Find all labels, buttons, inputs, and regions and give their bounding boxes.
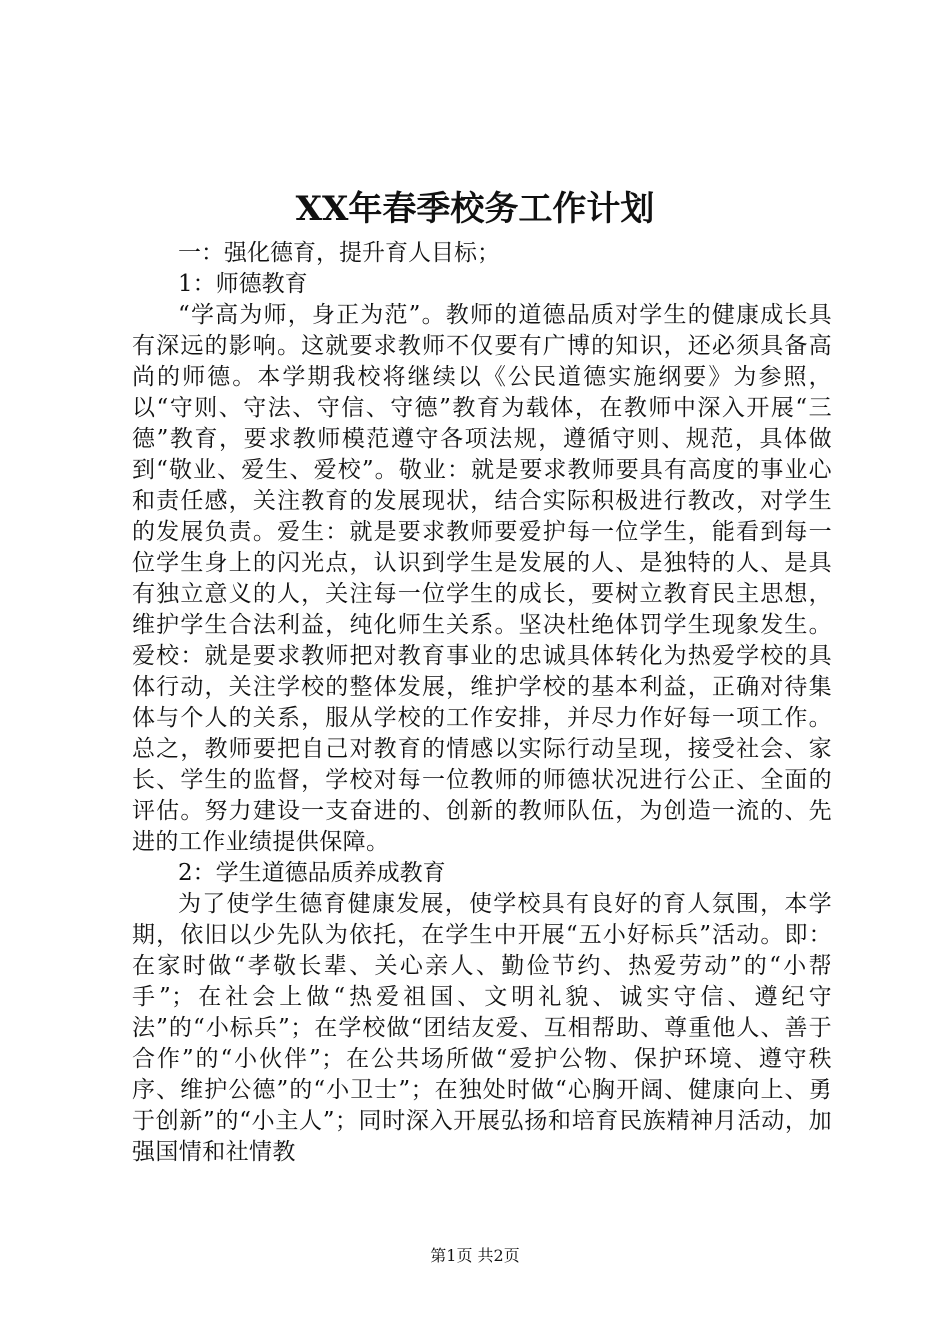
section-heading: 一：强化德育，提升育人目标； bbox=[178, 240, 500, 266]
paragraph-student-morality: 为了使学生德育健康发展，使学校具有良好的育人氛围，本学期，依旧以少先队为依托，在学生中开展“五小好标兵”活动。即：在家时做“孝敬长辈、关心亲人、勤俭节约、热爱劳动”的“小帮手”；在社会上做“热爱祖国、文明礼貌、诚实守信、遵纪守法”的“小标兵”；在学校做“团结友爱、互相帮助、尊重他人、善于合作”的“小伙伴”；在公共场所做“爱护公物、保护环境、遵守秩序、维护公德”的“小卫士”；在独处时做“心胸开阔、健康向上、勇于创新”的“小主人”；同时深入开展弘扬和培育民族精神月活动，加强国情和社情教 bbox=[132, 891, 832, 1165]
document-title: XX年春季校务工作计划 bbox=[295, 189, 655, 229]
page-footer: 第1页 共2页 bbox=[430, 1246, 520, 1265]
subsection-heading-teacher-ethics: 1：师德教育 bbox=[178, 271, 308, 297]
document-body bbox=[132, 238, 832, 1168]
paragraph-teacher-ethics: “学高为师，身正为范”。教师的道德品质对学生的健康成长具有深远的影响。这就要求教师不仅要有广博的知识，还必须具备高尚的师德。本学期我校将继续以《公民道德实施纲要》为参照，以“守则、守法、守信、守德”教育为载体，在教师中深入开展“三德”教育，要求教师模范遵守各项法规，遵循守则、规范，具体做到“敬业、爱生、爱校”。敬业：就是要求教师要具有高度的事业心和责任感，关注教育的发展现状，结合实际积极进行教改，对学生的发展负责。爱生：就是要求教师要爱护每一位学生，能看到每一位学生身上的闪光点，认识到学生是发展的人、是独特的人、是具有独立意义的人，关注每一位学生的成长，要树立教育民主思想，维护学生合法利益，纯化师生关系。坚决杜绝体罚学生现象发生。爱校：就是要求教师把对教育事业的忠诚具体转化为热爱学校的具体行动，关注学校的整体发展，维护学校的基本利益，正确对待集体与个人的关系，服从学校的工作安排，并尽力作好每一项工作。总之，教师要把自己对教育的情感以实际行动呈现，接受社会、家长、学生的监督，学校对每一位教师的师德状况进行公正、全面的评估。努力建设一支奋进的、创新的教师队伍，为创造一流的、先进的工作业绩提供保障。 bbox=[132, 302, 832, 855]
subsection-heading-student-morality: 2：学生道德品质养成教育 bbox=[178, 860, 446, 886]
